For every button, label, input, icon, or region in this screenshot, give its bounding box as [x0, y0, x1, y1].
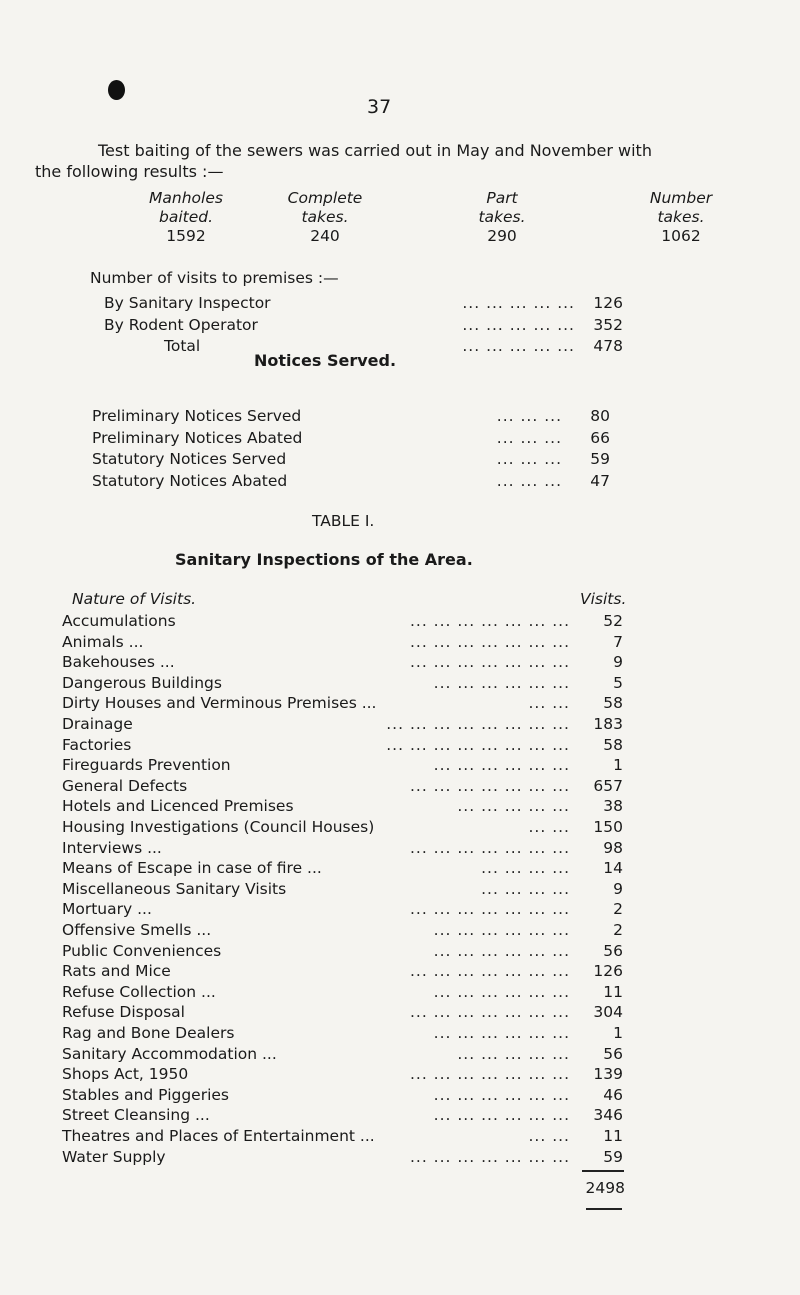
row-label: Housing Investigations (Council Houses): [62, 818, 375, 836]
row-leader-dots: ... ... ... ... ... ...: [433, 756, 570, 775]
page-number: 37: [367, 96, 392, 118]
row-leader-dots: ... ... ... ... ... ... ...: [409, 838, 570, 857]
row-value: 657: [593, 776, 623, 795]
row-value: 2: [613, 921, 623, 939]
row-label: Shops Act, 1950: [62, 1065, 189, 1084]
row-value: 14: [603, 859, 623, 878]
row-value: 7: [613, 632, 623, 651]
row-leader-dots: ... ... ... ... ... ...: [433, 921, 570, 939]
row-label: Means of Escape in case of fire ...: [62, 859, 322, 878]
row-value: 47: [590, 471, 610, 490]
row-value: 352: [593, 315, 623, 334]
row-value: 38: [603, 797, 623, 816]
row-leader-dots: ... ... ... ... ... ... ...: [409, 1147, 570, 1166]
row-leader-dots: ... ... ... ... ...: [457, 797, 570, 816]
intro-line-2: the following results :—: [35, 162, 224, 181]
total-rule-bottom: [586, 1208, 622, 1210]
row-leader-dots: ... ... ... ... ... ... ... ...: [386, 715, 570, 733]
row-value: 1: [613, 1024, 623, 1042]
row-leader-dots: ... ... ...: [496, 450, 562, 468]
row-label: Stables and Piggeries: [62, 1085, 230, 1104]
row-value: 2: [613, 900, 623, 919]
row-leader-dots: ... ...: [528, 694, 570, 713]
row-label: Sanitary Accommodation ...: [62, 1044, 277, 1063]
row-label: Theatres and Places of Entertainment ...: [62, 1127, 375, 1145]
col-visits-header: Visits.: [580, 590, 627, 608]
baiting-col-number: [640, 189, 722, 246]
row-label: Total: [164, 337, 201, 355]
row-leader-dots: ... ... ...: [496, 407, 562, 425]
row-label: Street Cleansing ...: [62, 1106, 210, 1125]
col-header-2: takes.: [657, 208, 705, 226]
row-label: Dirty Houses and Verminous Premises ...: [62, 694, 377, 713]
row-value: 9: [613, 653, 623, 672]
row-leader-dots: ... ... ... ... ... ... ... ...: [386, 735, 570, 754]
row-label: Statutory Notices Abated: [92, 471, 288, 490]
baiting-col-complete: [270, 189, 380, 246]
row-leader-dots: ... ...: [528, 818, 570, 836]
row-value: 1: [613, 756, 623, 775]
row-value: 58: [603, 735, 623, 754]
row-value: 56: [603, 1044, 623, 1063]
row-leader-dots: ... ... ... ...: [481, 879, 570, 898]
row-label: By Rodent Operator: [104, 315, 258, 334]
col-header-2: takes.: [478, 208, 526, 226]
row-leader-dots: ... ... ...: [496, 471, 562, 490]
table-total: 2498: [585, 1179, 625, 1197]
col-header-1: Part: [486, 189, 518, 207]
row-label: Mortuary ...: [62, 900, 152, 919]
row-leader-dots: ... ... ... ... ... ...: [433, 982, 570, 1001]
row-value: 5: [613, 673, 623, 692]
row-leader-dots: ... ... ... ... ...: [462, 294, 575, 312]
row-value: 126: [593, 294, 623, 312]
row-value: 11: [603, 1127, 623, 1145]
row-leader-dots: ... ... ... ... ... ...: [433, 1106, 570, 1125]
row-leader-dots: ... ... ... ... ... ... ...: [409, 653, 570, 672]
col-value: 240: [310, 227, 340, 245]
row-leader-dots: ... ... ... ... ... ... ...: [409, 776, 570, 795]
row-label: Factories: [62, 735, 132, 754]
table-label: TABLE I.: [312, 512, 375, 530]
row-value: 56: [603, 941, 623, 960]
row-value: 478: [593, 337, 623, 355]
row-label: Dangerous Buildings: [62, 673, 222, 692]
row-leader-dots: ... ... ... ... ... ... ...: [409, 632, 570, 651]
row-value: 52: [603, 612, 623, 630]
col-header-2: baited.: [158, 208, 214, 226]
row-leader-dots: ... ... ... ... ...: [462, 337, 575, 355]
col-value: 290: [487, 227, 517, 245]
col-header-2: takes.: [301, 208, 349, 226]
row-value: 98: [603, 838, 623, 857]
row-value: 139: [593, 1065, 623, 1084]
visits-title: Number of visits to premises :—: [90, 269, 339, 287]
intro-line-1: Test baiting of the sewers was carried out in May and November with: [98, 141, 652, 160]
ink-blot: [108, 80, 125, 100]
row-leader-dots: ... ... ... ... ... ... ...: [409, 612, 570, 630]
row-leader-dots: ... ... ... ... ... ...: [433, 673, 570, 692]
row-label: Hotels and Licenced Premises: [62, 797, 294, 816]
row-label: Offensive Smells ...: [62, 921, 212, 939]
row-label: Interviews ...: [62, 838, 162, 857]
row-label: General Defects: [62, 776, 188, 795]
row-leader-dots: ... ... ... ...: [481, 859, 570, 878]
col-header-1: Manholes: [149, 189, 223, 207]
row-label: Refuse Collection ...: [62, 982, 216, 1001]
row-label: By Sanitary Inspector: [104, 294, 271, 312]
row-label: Bakehouses ...: [62, 653, 175, 672]
row-label: Miscellaneous Sanitary Visits: [62, 879, 287, 898]
row-leader-dots: ... ... ... ... ... ...: [433, 1085, 570, 1104]
row-value: 11: [603, 982, 623, 1001]
row-leader-dots: ... ... ... ... ... ... ...: [409, 900, 570, 919]
intro-paragraph: [35, 140, 735, 182]
row-value: 304: [593, 1003, 623, 1022]
row-label: Fireguards Prevention: [62, 756, 231, 775]
row-value: 80: [590, 407, 610, 425]
row-value: 59: [590, 450, 610, 468]
row-value: 150: [593, 818, 623, 836]
row-value: 9: [613, 879, 623, 898]
row-label: Statutory Notices Served: [92, 450, 287, 468]
row-label: Accumulations: [62, 612, 176, 630]
row-leader-dots: ... ... ... ... ...: [462, 315, 575, 334]
row-leader-dots: ... ...: [528, 1127, 570, 1145]
col-value: 1592: [166, 227, 206, 245]
row-leader-dots: ... ... ... ... ... ... ...: [409, 1003, 570, 1022]
row-leader-dots: ... ... ... ... ... ... ...: [409, 962, 570, 981]
row-label: Refuse Disposal: [62, 1003, 185, 1022]
row-label: Rats and Mice: [62, 962, 171, 981]
row-leader-dots: ... ... ... ... ...: [457, 1044, 570, 1063]
total-rule-top: [582, 1170, 624, 1172]
row-label: Drainage: [62, 715, 133, 733]
col-header-1: Number: [649, 189, 713, 207]
col-header-1: Complete: [287, 189, 363, 207]
row-leader-dots: ... ... ... ... ... ...: [433, 941, 570, 960]
row-label: Preliminary Notices Served: [92, 407, 302, 425]
row-value: 346: [593, 1106, 623, 1125]
row-value: 126: [593, 962, 623, 981]
row-value: 58: [603, 694, 623, 713]
col-value: 1062: [661, 227, 701, 245]
baiting-col-manholes: [146, 189, 226, 246]
row-value: 66: [590, 428, 610, 447]
row-leader-dots: ... ... ... ... ... ... ...: [409, 1065, 570, 1084]
row-leader-dots: ... ... ... ... ... ...: [433, 1024, 570, 1042]
table-title: Sanitary Inspections of the Area.: [175, 550, 473, 569]
row-label: Public Conveniences: [62, 941, 222, 960]
row-value: 59: [603, 1147, 623, 1166]
row-label: Preliminary Notices Abated: [92, 428, 303, 447]
baiting-col-part: [462, 189, 542, 246]
row-label: Water Supply: [62, 1147, 166, 1166]
row-leader-dots: ... ... ...: [496, 428, 562, 447]
row-value: 183: [593, 715, 623, 733]
col-nature-header: Nature of Visits.: [72, 590, 197, 608]
row-value: 46: [603, 1085, 623, 1104]
row-label: Animals ...: [62, 632, 144, 651]
notices-title: Notices Served.: [254, 351, 397, 370]
row-label: Rag and Bone Dealers: [62, 1024, 235, 1042]
